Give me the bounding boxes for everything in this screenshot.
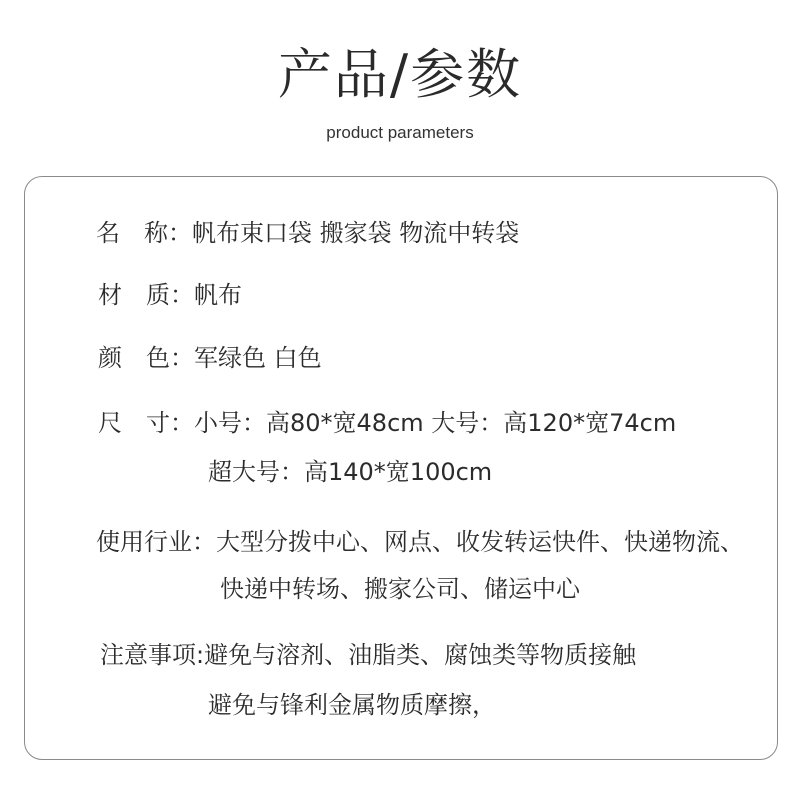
page-title: 产品/参数 <box>277 43 523 106</box>
param-size-line1: 尺 寸：小号：高80*宽48cm 大号：高120*宽74cm <box>98 409 677 437</box>
param-name: 名 称：帆布束口袋 搬家袋 物流中转袋 <box>96 219 520 247</box>
param-size-line2: 超大号：高140*宽100cm <box>208 458 493 486</box>
param-color: 颜 色：军绿色 白色 <box>98 344 322 372</box>
param-material: 材 质：帆布 <box>98 281 242 309</box>
param-notes-line2: 避免与锋利金属物质摩擦， <box>208 691 496 719</box>
page-subtitle: product parameters <box>326 123 474 142</box>
param-industry-line1: 使用行业：大型分拨中心、网点、收发转运快件、快递物流、 <box>96 528 744 556</box>
param-notes-line1: 注意事项:避免与溶剂、油脂类、腐蚀类等物质接触 <box>100 641 637 669</box>
param-industry-line2: 快递中转场、搬家公司、储运中心 <box>220 575 580 603</box>
